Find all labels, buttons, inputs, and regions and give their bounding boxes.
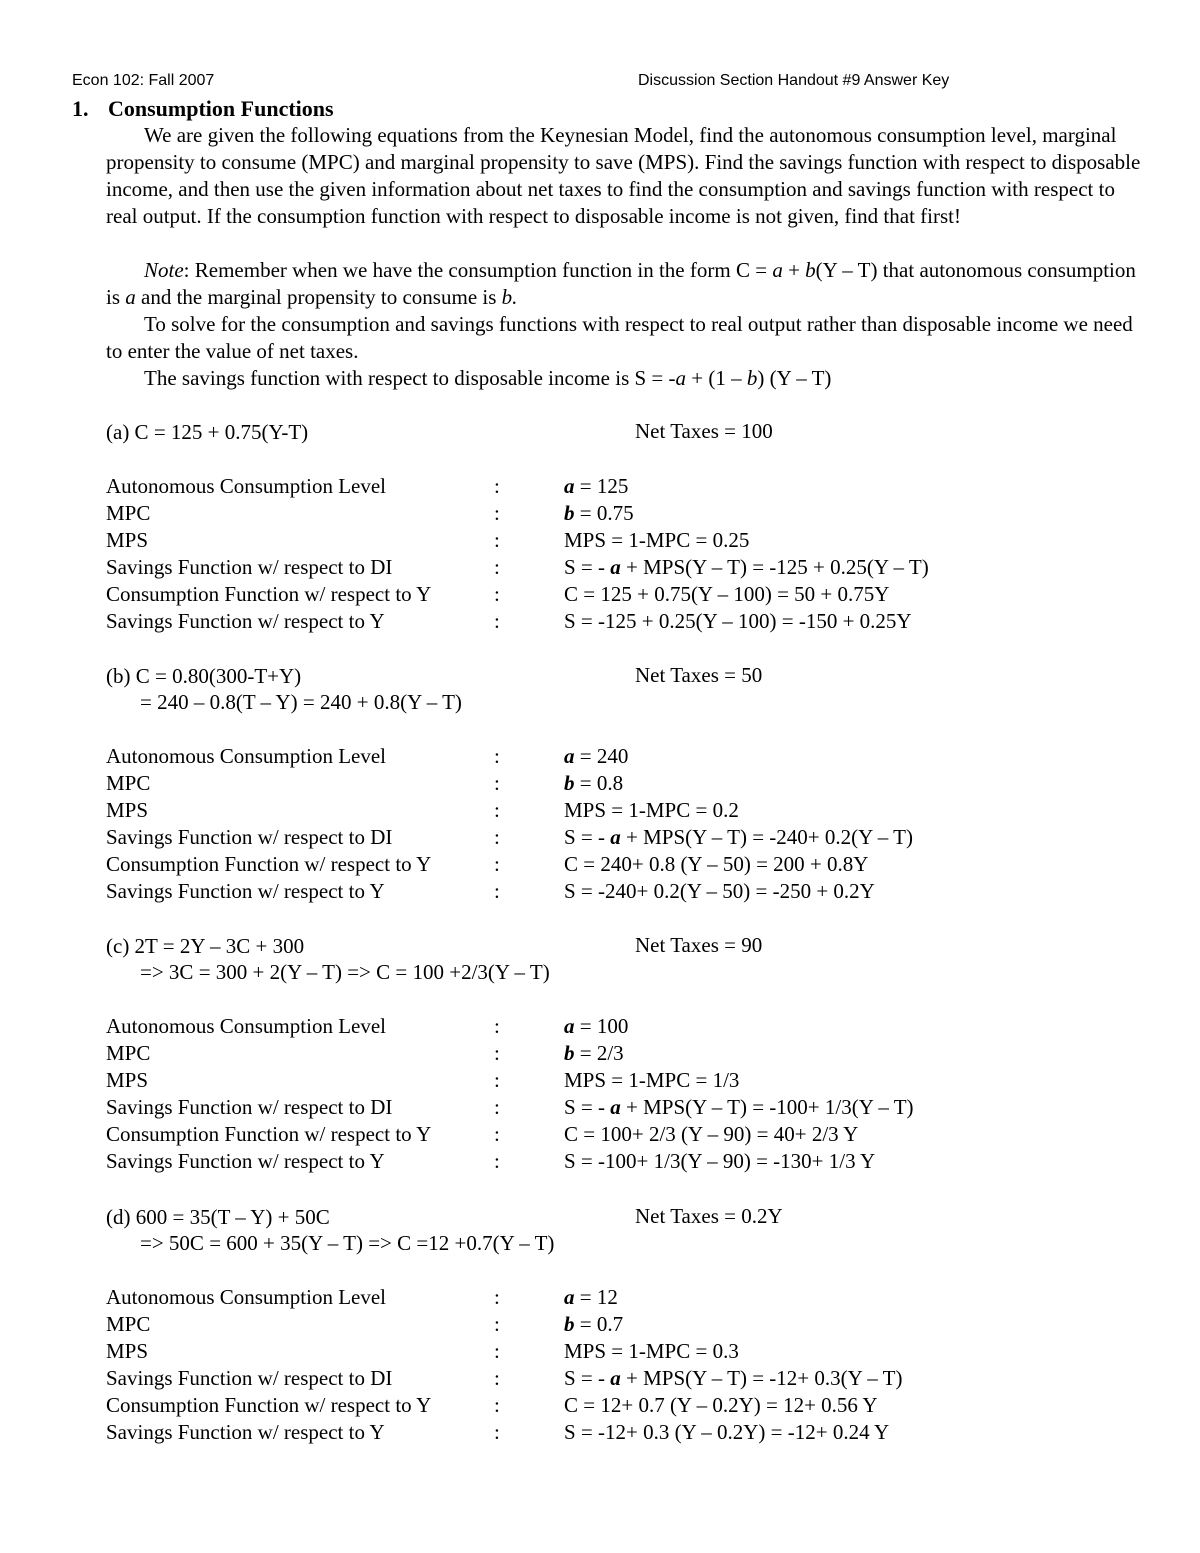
row-value bbox=[564, 1014, 628, 1039]
row-colon: : bbox=[494, 1285, 500, 1309]
row-colon: : bbox=[494, 1149, 500, 1173]
row-colon: : bbox=[494, 744, 500, 768]
problem-d-net-taxes: Net Taxes = 0.2Y bbox=[635, 1204, 783, 1228]
note-label: Note bbox=[144, 258, 184, 282]
sf-pre: S = - bbox=[564, 825, 611, 849]
problem-c-derivation: => 3C = 300 + 2(Y – T) => C = 100 +2/3(Y – T) bbox=[140, 960, 550, 984]
var-a: a bbox=[564, 744, 575, 768]
section-title bbox=[72, 96, 334, 122]
sf-post: + MPS(Y – T) = -240+ 0.2(Y – T) bbox=[620, 825, 913, 849]
b-value: = 0.8 bbox=[574, 771, 624, 795]
problem-b-net-taxes: Net Taxes = 50 bbox=[635, 663, 763, 687]
row-value: C = 12+ 0.7 (Y – 0.2Y) = 12+ 0.56 Y bbox=[564, 1393, 878, 1417]
var-a: a bbox=[772, 258, 783, 282]
intro-paragraph-2 bbox=[106, 257, 1146, 311]
row-value: S = -12+ 0.3 (Y – 0.2Y) = -12+ 0.24 Y bbox=[564, 1420, 890, 1444]
row-label: Consumption Function w/ respect to Y bbox=[106, 1122, 432, 1146]
row-colon: : bbox=[494, 474, 500, 498]
problem-c-equation: (c) 2T = 2Y – 3C + 300 bbox=[106, 934, 305, 958]
savings-text-a: The savings function with respect to disposable income is S = - bbox=[144, 366, 676, 390]
row-value bbox=[564, 1285, 618, 1310]
row-label: MPC bbox=[106, 1312, 151, 1336]
sf-post: + MPS(Y – T) = -12+ 0.3(Y – T) bbox=[620, 1366, 903, 1390]
note-text-d: and the marginal propensity to consume is bbox=[135, 285, 502, 309]
row-label: Consumption Function w/ respect to Y bbox=[106, 582, 432, 606]
a-value: = 12 bbox=[574, 1285, 618, 1309]
problem-d-derivation: => 50C = 600 + 35(Y – T) => C =12 +0.7(Y – T) bbox=[140, 1231, 555, 1255]
intro-text-1: We are given the following equations from the Keynesian Model, find the autonomous consumption level, marginal propensity to consume (MPC) and marginal propensity to save (MPS). Find the savings function with respect to disposable income, and then use the given information about net taxes to find the consumption and savings function with respect to real output. If the consumption function with respect to disposable income is not given, find that first! bbox=[106, 123, 1141, 228]
row-colon: : bbox=[494, 1014, 500, 1038]
var-a: a bbox=[564, 474, 575, 498]
var-b: b bbox=[564, 501, 575, 525]
var-b: b bbox=[564, 1041, 575, 1065]
intro-text-3: To solve for the consumption and savings functions with respect to real output rather than disposable income we need to enter the value of net taxes. bbox=[106, 312, 1133, 363]
a-value: = 240 bbox=[574, 744, 629, 768]
a-value: = 125 bbox=[574, 474, 629, 498]
sf-pre: S = - bbox=[564, 1366, 611, 1390]
row-value bbox=[564, 1366, 902, 1391]
row-colon: : bbox=[494, 501, 500, 525]
sf-post: + MPS(Y – T) = -100+ 1/3(Y – T) bbox=[620, 1095, 914, 1119]
row-label: MPS bbox=[106, 1339, 149, 1363]
intro-paragraph-1 bbox=[106, 122, 1146, 230]
row-value: MPS = 1-MPC = 1/3 bbox=[564, 1068, 740, 1092]
savings-text-b: + (1 – bbox=[686, 366, 747, 390]
row-colon: : bbox=[494, 852, 500, 876]
intro-paragraph-3 bbox=[106, 311, 1146, 365]
problem-a-equation: (a) C = 125 + 0.75(Y-T) bbox=[106, 420, 309, 444]
problem-c-net-taxes: Net Taxes = 90 bbox=[635, 933, 763, 957]
row-colon: : bbox=[494, 1366, 500, 1390]
row-colon: : bbox=[494, 825, 500, 849]
row-colon: : bbox=[494, 1393, 500, 1417]
handout-header: Discussion Section Handout #9 Answer Key bbox=[638, 72, 950, 89]
row-colon: : bbox=[494, 879, 500, 903]
row-colon: : bbox=[494, 771, 500, 795]
row-value bbox=[564, 474, 628, 499]
row-label: Autonomous Consumption Level bbox=[106, 1014, 386, 1038]
course-header: Econ 102: Fall 2007 bbox=[72, 72, 215, 89]
row-colon: : bbox=[494, 1420, 500, 1444]
row-value: C = 100+ 2/3 (Y – 90) = 40+ 2/3 Y bbox=[564, 1122, 859, 1146]
savings-text-c: ) (Y – T) bbox=[757, 366, 832, 390]
var-a: a bbox=[125, 285, 136, 309]
row-label: Savings Function w/ respect to Y bbox=[106, 609, 385, 633]
var-b: b bbox=[805, 258, 816, 282]
row-label: Autonomous Consumption Level bbox=[106, 1285, 386, 1309]
row-colon: : bbox=[494, 555, 500, 579]
row-value bbox=[564, 1095, 914, 1120]
var-a: a bbox=[564, 1014, 575, 1038]
a-value: = 100 bbox=[574, 1014, 629, 1038]
row-value bbox=[564, 501, 634, 526]
var-a: a bbox=[564, 1285, 575, 1309]
sf-pre: S = - bbox=[564, 555, 611, 579]
row-label: Consumption Function w/ respect to Y bbox=[106, 1393, 432, 1417]
row-value: C = 240+ 0.8 (Y – 50) = 200 + 0.8Y bbox=[564, 852, 869, 876]
row-label: MPS bbox=[106, 528, 149, 552]
row-colon: : bbox=[494, 1068, 500, 1092]
row-label: Savings Function w/ respect to Y bbox=[106, 1149, 385, 1173]
var-a: a bbox=[610, 1366, 621, 1390]
row-value bbox=[564, 1041, 624, 1066]
row-label: MPC bbox=[106, 771, 151, 795]
var-b: b. bbox=[501, 285, 518, 309]
row-value: MPS = 1-MPC = 0.3 bbox=[564, 1339, 739, 1363]
row-value: S = -125 + 0.25(Y – 100) = -150 + 0.25Y bbox=[564, 609, 912, 633]
sf-pre: S = - bbox=[564, 1095, 611, 1119]
var-a: a bbox=[675, 366, 687, 390]
row-value: S = -240+ 0.2(Y – 50) = -250 + 0.2Y bbox=[564, 879, 875, 903]
sf-post: + MPS(Y – T) = -125 + 0.25(Y – T) bbox=[620, 555, 929, 579]
row-label: Savings Function w/ respect to DI bbox=[106, 1095, 393, 1119]
var-a: a bbox=[610, 825, 621, 849]
row-label: Consumption Function w/ respect to Y bbox=[106, 852, 432, 876]
row-value bbox=[564, 825, 913, 850]
var-b: b bbox=[564, 771, 575, 795]
var-b: b bbox=[564, 1312, 575, 1336]
problem-b-derivation: = 240 – 0.8(T – Y) = 240 + 0.8(Y – T) bbox=[140, 690, 462, 714]
var-a: a bbox=[610, 555, 621, 579]
row-label: Savings Function w/ respect to Y bbox=[106, 1420, 385, 1444]
row-label: Autonomous Consumption Level bbox=[106, 474, 386, 498]
row-value: MPS = 1-MPC = 0.2 bbox=[564, 798, 739, 822]
row-colon: : bbox=[494, 1041, 500, 1065]
problem-a-net-taxes: Net Taxes = 100 bbox=[635, 419, 773, 443]
row-colon: : bbox=[494, 609, 500, 633]
var-b: b bbox=[746, 366, 758, 390]
note-text-c: (Y – T) that autonomous consumption is bbox=[106, 258, 1136, 309]
row-value: MPS = 1-MPC = 0.25 bbox=[564, 528, 750, 552]
var-a: a bbox=[610, 1095, 621, 1119]
row-colon: : bbox=[494, 1095, 500, 1119]
row-value: S = -100+ 1/3(Y – 90) = -130+ 1/3 Y bbox=[564, 1149, 876, 1173]
row-value: C = 125 + 0.75(Y – 100) = 50 + 0.75Y bbox=[564, 582, 890, 606]
row-colon: : bbox=[494, 798, 500, 822]
row-value bbox=[564, 771, 623, 796]
row-label: Savings Function w/ respect to DI bbox=[106, 1366, 393, 1390]
row-colon: : bbox=[494, 1312, 500, 1336]
row-colon: : bbox=[494, 1122, 500, 1146]
intro-paragraph-4 bbox=[106, 365, 1146, 392]
row-label: MPC bbox=[106, 1041, 151, 1065]
row-colon: : bbox=[494, 528, 500, 552]
row-label: MPS bbox=[106, 1068, 149, 1092]
row-label: Savings Function w/ respect to DI bbox=[106, 825, 393, 849]
note-text-a: : Remember when we have the consumption function in the form C = bbox=[183, 258, 773, 282]
row-label: MPC bbox=[106, 501, 151, 525]
row-label: Savings Function w/ respect to Y bbox=[106, 879, 385, 903]
section-title-text: Consumption Functions bbox=[108, 96, 334, 121]
b-value: = 0.7 bbox=[574, 1312, 624, 1336]
row-colon: : bbox=[494, 582, 500, 606]
section-number: 1. bbox=[72, 96, 89, 121]
b-value: = 0.75 bbox=[574, 501, 634, 525]
b-value: = 2/3 bbox=[574, 1041, 624, 1065]
row-value bbox=[564, 1312, 623, 1337]
note-text-b: + bbox=[782, 258, 806, 282]
row-value bbox=[564, 555, 929, 580]
problem-d-equation: (d) 600 = 35(T – Y) + 50C bbox=[106, 1205, 330, 1229]
row-colon: : bbox=[494, 1339, 500, 1363]
row-label: MPS bbox=[106, 798, 149, 822]
row-label: Autonomous Consumption Level bbox=[106, 744, 386, 768]
row-value bbox=[564, 744, 628, 769]
row-label: Savings Function w/ respect to DI bbox=[106, 555, 393, 579]
problem-b-equation: (b) C = 0.80(300-T+Y) bbox=[106, 664, 302, 688]
